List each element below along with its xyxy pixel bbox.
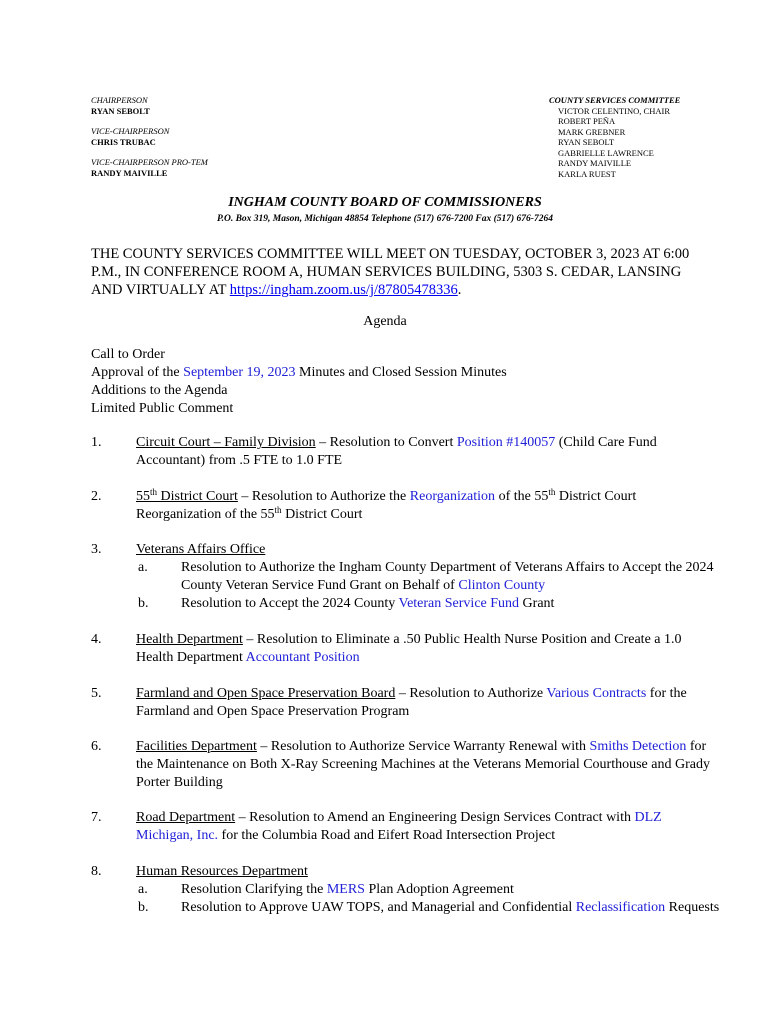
agenda-preamble bbox=[91, 346, 507, 418]
item-department: Human Resources Department bbox=[136, 864, 308, 879]
agenda-item-4 bbox=[91, 631, 721, 667]
sub-item-b bbox=[136, 899, 721, 917]
item-link[interactable]: Position #140057 bbox=[456, 435, 556, 450]
item-link[interactable]: Clinton County bbox=[458, 578, 546, 593]
item-department: Health Department bbox=[136, 632, 243, 647]
committee-title: COUNTY SERVICES COMMITTEE bbox=[549, 95, 681, 105]
item-department: Farmland and Open Space Preservation Board bbox=[136, 686, 396, 701]
committee-member: RYAN SEBOLT bbox=[558, 137, 615, 147]
item-number: 2. bbox=[91, 489, 102, 504]
item-number: 1. bbox=[91, 435, 102, 450]
agenda-item-7 bbox=[91, 809, 721, 845]
item-body bbox=[136, 488, 721, 524]
committee-member: MARK GREBNER bbox=[558, 126, 626, 137]
sub-text: Resolution to Authorize the Ingham County Department of Veterans Affairs to Accept the 2024 County Veteran Service Fund Grant on Behalf of bbox=[181, 560, 714, 593]
notice-text: THE COUNTY SERVICES COMMITTEE WILL MEET ON TUESDAY, OCTOBER 3, 2023 AT 6:00 P.M., IN CONFERENCE ROOM A, HUMAN SERVICES BUILDING, 5303 S. CEDAR, LANSING AND VIRTUALLY AT bbox=[91, 246, 690, 298]
item-body bbox=[136, 863, 721, 917]
sub-item-a bbox=[136, 559, 721, 595]
meeting-notice bbox=[91, 245, 711, 299]
role-label: VICE-CHAIRPERSON PRO-TEM bbox=[91, 157, 208, 167]
sub-item-a bbox=[136, 881, 721, 899]
board-address: P.O. Box 319, Mason, Michigan 48854 Telephone (517) 676-7200 Fax (517) 676-7264 bbox=[217, 214, 553, 224]
vice-chairperson bbox=[91, 126, 208, 147]
notice-end: . bbox=[457, 282, 462, 298]
agenda-item-1 bbox=[91, 434, 721, 470]
sub-text: Resolution Clarifying the bbox=[181, 882, 327, 897]
role-label: CHAIRPERSON bbox=[91, 95, 148, 105]
approval-text: Approval of the bbox=[91, 365, 184, 380]
item-number: 8. bbox=[91, 864, 102, 879]
item-link[interactable]: DLZ Michigan, Inc. bbox=[136, 810, 662, 843]
sub-text: Resolution to Accept the 2024 County bbox=[181, 596, 399, 611]
dept-text: District Court bbox=[157, 489, 238, 504]
sub-text: Plan Adoption Agreement bbox=[364, 882, 514, 897]
item-link[interactable]: Accountant Position bbox=[245, 650, 360, 665]
dept-sup: th bbox=[150, 487, 158, 497]
item-number: 3. bbox=[91, 542, 102, 557]
item-body bbox=[136, 685, 721, 721]
item-link[interactable]: Reorganization bbox=[409, 489, 496, 504]
committee-member: RANDY MAIVILLE bbox=[558, 158, 632, 168]
item-body bbox=[136, 541, 721, 613]
sub-letter: a. bbox=[138, 882, 148, 897]
approval-text-end: Minutes and Closed Session Minutes bbox=[295, 365, 507, 380]
item-link[interactable]: Reclassification bbox=[575, 900, 666, 915]
approval-minutes bbox=[91, 364, 507, 382]
committee-member: VICTOR CELENTINO, CHAIR bbox=[558, 105, 670, 116]
minutes-date-link[interactable]: September 19, 2023 bbox=[183, 365, 296, 380]
item-text: for the Farmland and Open Space Preservation Program bbox=[136, 686, 687, 719]
officer-name: RANDY MAIVILLE bbox=[91, 167, 168, 178]
item-text: for the Columbia Road and Eifert Road Intersection Project bbox=[218, 828, 556, 843]
item-text: District Court Reorganization of the 55 bbox=[136, 489, 637, 522]
sub-text: Resolution to Approve UAW TOPS, and Managerial and Confidential bbox=[181, 900, 576, 915]
item-department: Road Department bbox=[136, 810, 236, 825]
item-body bbox=[136, 434, 721, 470]
officer-name: RYAN SEBOLT bbox=[91, 105, 150, 116]
committee-member: KARLA RUEST bbox=[558, 168, 616, 179]
public-comment: Limited Public Comment bbox=[91, 401, 234, 416]
chairperson bbox=[91, 95, 208, 116]
item-text: of the 55 bbox=[495, 489, 549, 504]
dept-text: 55 bbox=[136, 489, 150, 504]
officers-block bbox=[91, 95, 208, 188]
item-link[interactable]: MERS bbox=[326, 882, 365, 897]
zoom-link[interactable]: https://ingham.zoom.us/j/87805478336 bbox=[229, 282, 458, 298]
item-text: – Resolution to Authorize bbox=[395, 686, 547, 701]
item-department bbox=[136, 489, 238, 504]
item-body bbox=[136, 631, 721, 667]
item-link[interactable]: Smiths Detection bbox=[589, 739, 687, 754]
item-text: – Resolution to Convert bbox=[315, 435, 457, 450]
vice-chairperson-pro-tem bbox=[91, 157, 208, 178]
item-sup: th bbox=[274, 505, 282, 515]
agenda-item-5 bbox=[91, 685, 721, 721]
item-text: – Resolution to Amend an Engineering Design Services Contract with bbox=[235, 810, 635, 825]
item-department: Veterans Affairs Office bbox=[136, 542, 266, 557]
agenda-item-8 bbox=[91, 863, 721, 917]
board-title: INGHAM COUNTY BOARD OF COMMISSIONERS bbox=[228, 195, 542, 210]
additions-to-agenda: Additions to the Agenda bbox=[91, 383, 228, 398]
sub-text: Grant bbox=[519, 596, 555, 611]
item-body bbox=[136, 809, 721, 845]
role-label: VICE-CHAIRPERSON bbox=[91, 126, 170, 136]
item-number: 5. bbox=[91, 686, 102, 701]
sub-letter: b. bbox=[138, 900, 149, 915]
sub-item-b bbox=[136, 595, 721, 613]
item-text: – Resolution to Eliminate a .50 Public Health Nurse Position and Create a 1.0 Health Department bbox=[136, 632, 682, 665]
item-text: – Resolution to Authorize the bbox=[237, 489, 410, 504]
sub-letter: a. bbox=[138, 560, 148, 575]
agenda-item-2 bbox=[91, 488, 721, 524]
item-body bbox=[136, 738, 721, 792]
item-text: for the Maintenance on Both X-Ray Screening Machines at the Veterans Memorial Courthouse and Grady Porter Building bbox=[136, 739, 710, 790]
sub-letter: b. bbox=[138, 596, 149, 611]
item-number: 7. bbox=[91, 810, 102, 825]
item-number: 4. bbox=[91, 632, 102, 647]
committee-member: GABRIELLE LAWRENCE bbox=[558, 147, 654, 158]
item-link[interactable]: Various Contracts bbox=[546, 686, 647, 701]
item-department: Circuit Court – Family Division bbox=[136, 435, 316, 450]
item-link[interactable]: Veteran Service Fund bbox=[398, 596, 520, 611]
item-text: (Child Care Fund Accountant) from .5 FTE to 1.0 FTE bbox=[136, 435, 657, 468]
agenda-heading: Agenda bbox=[363, 314, 407, 329]
item-sup: th bbox=[548, 487, 556, 497]
call-to-order: Call to Order bbox=[91, 347, 165, 362]
item-text: District Court bbox=[281, 507, 363, 522]
item-number: 6. bbox=[91, 739, 102, 754]
item-text: – Resolution to Authorize Service Warranty Renewal with bbox=[256, 739, 590, 754]
sub-text: Requests bbox=[665, 900, 720, 915]
agenda-item-6 bbox=[91, 738, 721, 792]
officer-name: CHRIS TRUBAC bbox=[91, 136, 156, 147]
item-department: Facilities Department bbox=[136, 739, 257, 754]
agenda-item-3 bbox=[91, 541, 721, 613]
committee-block bbox=[549, 95, 680, 179]
committee-member: ROBERT PEÑA bbox=[558, 116, 616, 126]
